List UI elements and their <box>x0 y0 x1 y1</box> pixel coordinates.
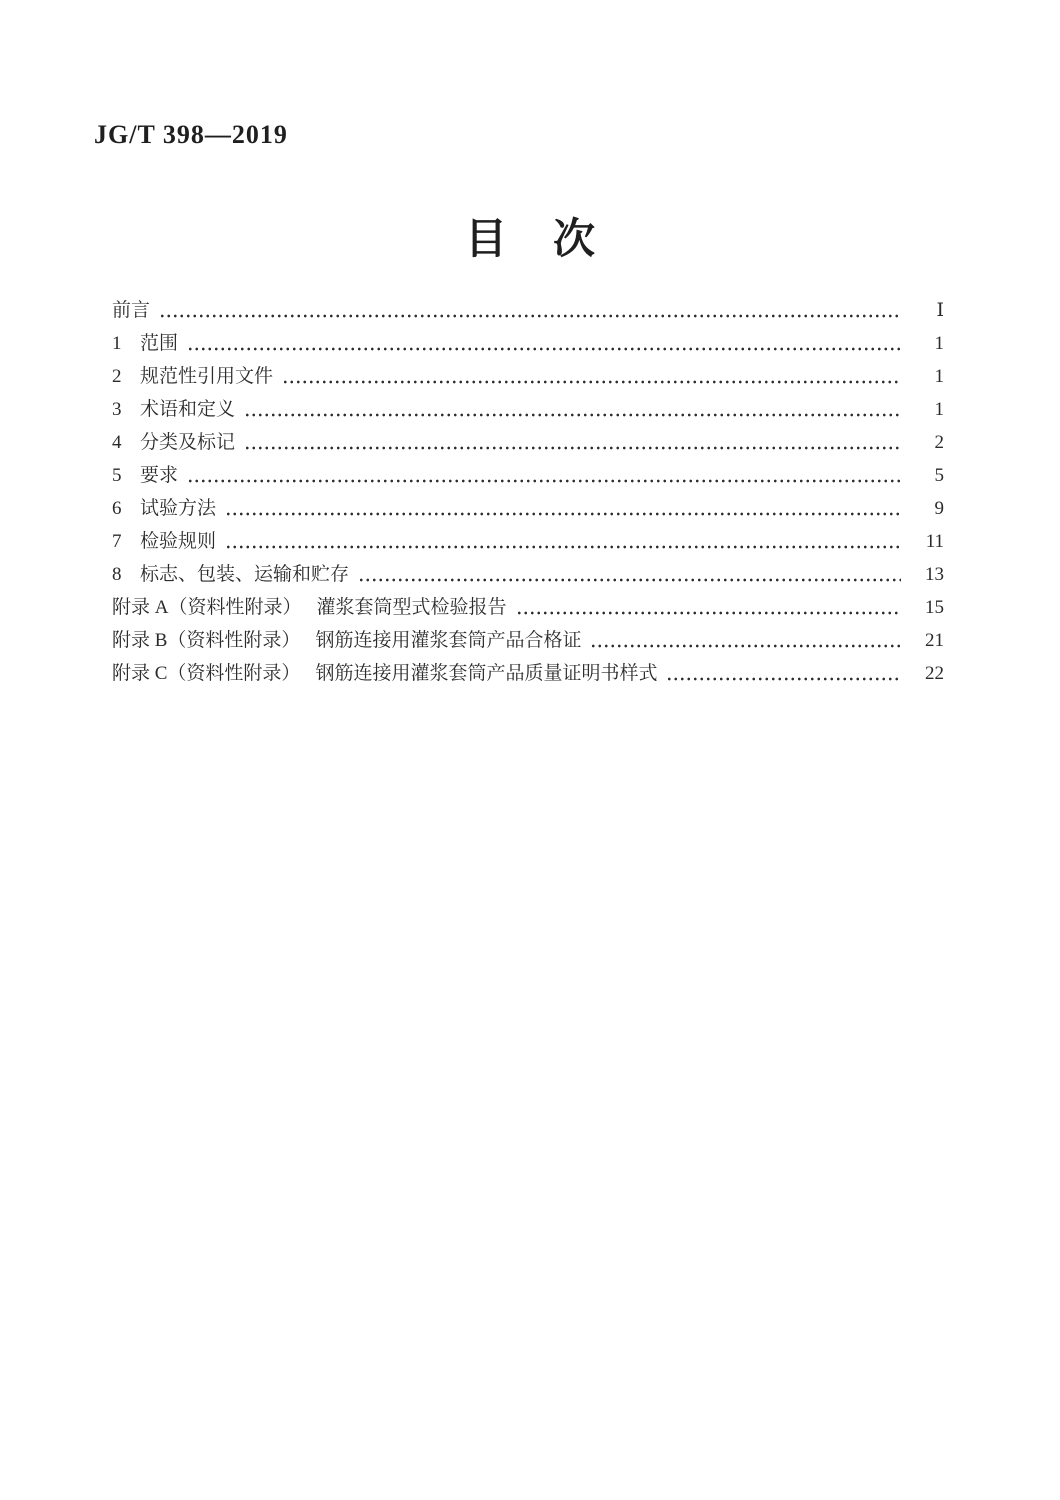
toc-entry-label: 标志、包装、运输和贮存 <box>140 564 350 585</box>
toc-entry-number: 5 <box>112 465 122 486</box>
toc-entry-label: 术语和定义 <box>140 399 236 420</box>
dot-leader <box>358 578 901 582</box>
toc-entry-page: 11 <box>925 531 944 552</box>
toc-entry-label: 钢筋连接用灌浆套筒产品合格证 <box>315 630 582 651</box>
toc-entry-page: 15 <box>925 597 944 618</box>
toc-entry <box>112 492 944 525</box>
dot-leader <box>666 677 901 681</box>
toc-entry-number: 2 <box>112 366 122 387</box>
dot-leader <box>244 446 901 450</box>
toc-entry-number: 7 <box>112 531 122 552</box>
toc-entry-label: 灌浆套筒型式检验报告 <box>316 597 507 618</box>
toc-entry-number: 附录 A（资料性附录） <box>112 597 302 618</box>
toc-entry <box>112 393 944 426</box>
page-title: 目次 <box>464 217 641 263</box>
dot-leader <box>187 347 901 351</box>
standard-code: JG/T 398—2019 <box>94 120 288 149</box>
dot-leader <box>244 413 901 417</box>
toc-entry-page: 1 <box>934 399 944 420</box>
toc-entry-number: 6 <box>112 498 122 519</box>
toc-entry-number: 8 <box>112 564 122 585</box>
dot-leader <box>187 479 901 483</box>
toc-entry <box>112 558 944 591</box>
toc-entry-number: 4 <box>112 432 122 453</box>
toc-entry <box>112 525 944 558</box>
toc-entry-label: 前言 <box>112 300 151 321</box>
dot-leader <box>590 644 901 648</box>
toc-entry-page: Ⅰ <box>936 300 944 321</box>
toc-entry <box>112 426 944 459</box>
toc-entry-page: 5 <box>934 465 944 486</box>
toc-entry-label: 检验规则 <box>140 531 217 552</box>
toc-entry-label: 试验方法 <box>140 498 217 519</box>
toc-entry <box>112 360 944 393</box>
dot-leader <box>159 314 901 318</box>
toc-entry-number: 3 <box>112 399 122 420</box>
dot-leader <box>282 380 901 384</box>
dot-leader <box>225 512 901 516</box>
toc-entry-page: 22 <box>925 663 944 684</box>
toc-entry-label: 分类及标记 <box>140 432 236 453</box>
toc-entry-label: 规范性引用文件 <box>140 366 274 387</box>
toc-entry-page: 21 <box>925 630 944 651</box>
toc-entry-page: 9 <box>934 498 944 519</box>
toc-entry-label: 要求 <box>140 465 179 486</box>
toc-entry <box>112 294 944 327</box>
toc-entry <box>112 327 944 360</box>
toc-entry-appendix <box>112 657 944 690</box>
table-of-contents <box>112 294 944 690</box>
toc-entry-label: 钢筋连接用灌浆套筒产品质量证明书样式 <box>315 663 658 684</box>
toc-entry-number: 1 <box>112 333 122 354</box>
toc-entry-appendix <box>112 591 944 624</box>
dot-leader <box>516 611 902 615</box>
dot-leader <box>225 545 901 549</box>
toc-entry-label: 范围 <box>140 333 179 354</box>
toc-entry <box>112 459 944 492</box>
toc-entry-appendix <box>112 624 944 657</box>
toc-entry-page: 13 <box>925 564 944 585</box>
toc-entry-page: 2 <box>934 432 944 453</box>
toc-entry-page: 1 <box>934 366 944 387</box>
toc-entry-number: 附录 B（资料性附录） <box>112 630 301 651</box>
toc-entry-page: 1 <box>934 333 944 354</box>
toc-entry-number: 附录 C（资料性附录） <box>112 663 301 684</box>
